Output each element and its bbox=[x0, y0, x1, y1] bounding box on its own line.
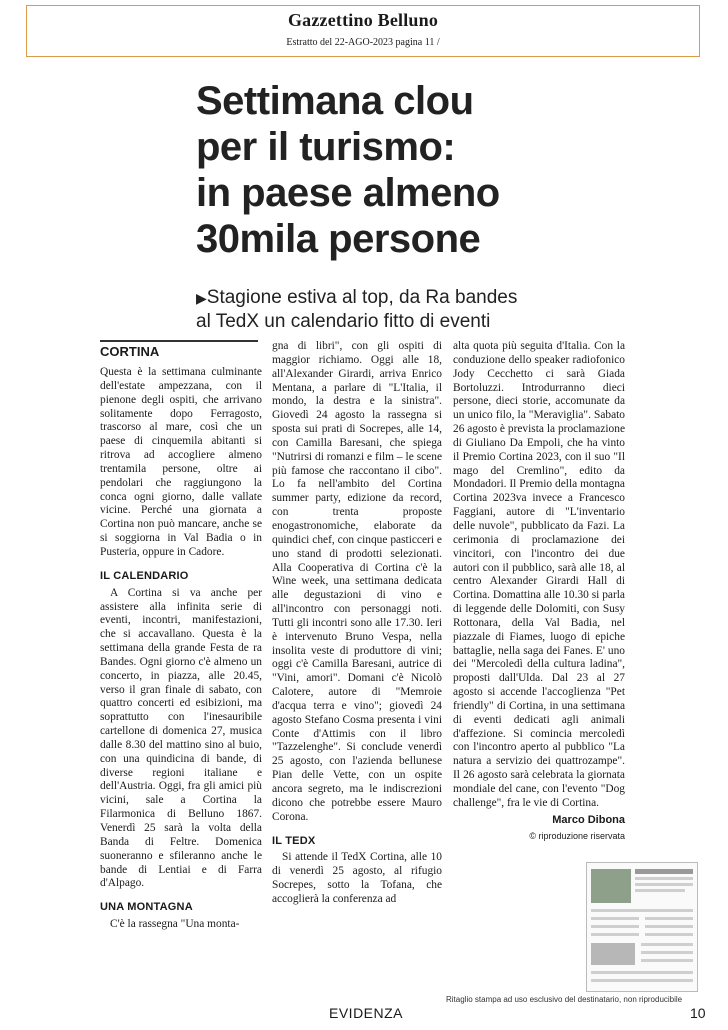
thumbnail-text-line bbox=[645, 925, 693, 928]
thumbnail-text-line bbox=[591, 909, 693, 912]
paragraph: C'è la rassegna "Una monta- bbox=[110, 918, 240, 931]
section-heading: UNA MONTAGNA bbox=[100, 901, 193, 914]
section-heading: IL TEDX bbox=[272, 834, 316, 847]
paragraph: gna di libri", con gli ospiti di maggior richiamo. Oggi alle 18, all'Alexander Girardi, arriva Enrico Mentana, a parlare di "L'Italia, il mondo, la destra e la sinistra". Giovedì 24 agosto la rassegna si sposta sui prati di Socrepes, alle 14, con Camilla Baresani, che spiega "Nutrirsi di romanzi e film – le scene più famose che raccontano il cibo". Lo fa nell'ambito del Cortina summer party, edizione da record, con trenta proposte enogastronomiche, elaborate da quindici chef, con cinque pasticceri e uno stand di prodotti selezionati. Alla Cooperativa di Cortina c'è la Wine week, una settimana dedicata alle degustazioni di vino e all'incontro con personaggi noti. Tutti gli incontri sono alle 17.30. Ieri è intervenuto Bruno Vespa, nella insolita veste di produttore di vini; oggi c'è Camilla Baresani, autrice di "Vini, amori". Domani c'è Nicolò Calotere, autore di "Memroie d'acqua terra e vino"; giovedì 24 agosto Stefano Cosma presenta i vini Conte d'Attimis con il libro "Tazzelenghe". Si conclude venerdì 25 agosto, con l'azienda bellunese Pian delle Vette, con un ospite ancora segreto, ma le indiscrezioni dicono che potrebbe essere Mauro Corona. bbox=[272, 340, 442, 823]
newspaper-name: Gazzettino Belluno bbox=[287, 10, 439, 30]
subheadline-text: Stagione estiva al top, da Ra bandes al TedX un calendario fitto di eventi bbox=[196, 287, 518, 332]
section-heading: IL CALENDARIO bbox=[100, 569, 189, 582]
paragraph: A Cortina si va anche per assistere alla infinita serie di eventi, incontri, manifestazioni, che si accavallano. Questa è la settimana della grande Festa de ra Bandes. Ogni giorno c'è almeno un concerto, in piazza, alle 20.45, verso il gran finale di sabato, con quattro concerti ed esibizioni, ma soprattutto con l'inesauribile cartellone di domenica 27, musica dalle 8.30 del mattino sino al buio, con una quindicina di bande, di diverse regioni italiane e dell'Austria. Oggi, fra gli amici più vicini, sale a Cortina la Filarmonica di Belluno 1867. Venerdì 25 sarà la volta della Banda di Feltre. Domenica suoneranno e sfileranno anche le bande di Lentiai e di Farra d'Alpago. bbox=[100, 586, 262, 890]
section-kicker: CORTINA bbox=[100, 340, 258, 359]
article-column-3 bbox=[453, 340, 625, 843]
extract-info: Estratto del 22-AGO-2023 pagina 11 / bbox=[286, 37, 440, 48]
thumbnail-text-line bbox=[635, 877, 693, 880]
thumbnail-photo bbox=[591, 869, 631, 903]
thumbnail-title-bar bbox=[635, 869, 693, 874]
headline-line: in paese almeno bbox=[196, 171, 500, 215]
thumbnail-text-line bbox=[591, 917, 639, 920]
author-signature: Marco Dibona bbox=[552, 813, 625, 826]
paragraph: Questa è la settimana culminante dell'estate ampezzana, con il pienone degli ospiti, che arrivano solitamente dopo Ferragosto, trascorso al mare, così che un paese di cinquemila abitanti si ritrova ad accogliere almeno trentamila persone, oltre ai pendolari che raggiungono la conca ogni giorno, dalle vallate vicine. Perché una giornata a Cortina non può mancare, anche se si soggiorna in Val Badia o in Pusteria, oppure in Cadore. bbox=[100, 366, 262, 558]
thumbnail-text-line bbox=[641, 951, 693, 954]
article-column-1 bbox=[100, 366, 262, 932]
footer bbox=[0, 993, 728, 1030]
headline-line: per il turismo: bbox=[196, 125, 456, 169]
paragraph: alta quota più seguita d'Italia. Con la conduzione dello speaker radiofonico Jody Cecchetto ci sarà Giada Bortoluzzi. Introdurranno dieci persone, dieci storie, accomunate da un unico filo, la "Meraviglia". Sabato 26 agosto è prevista la proclamazione di Giuliano Da Empoli, che ha vinto il Premio Cortina 2023, con il suo "Il mago del Cremlino", edito da Mondadori. Il Premio della montagna Cortina 2023va invece a Francesco Faggiani, autore di "L'inventario delle nuvole", pubblicato da Fazi. La cerimonia di proclamazione dei vincitori, con l'incontro dei due autori con il pubblico, sarà alle 18, al centro Alexander Girardi Hall di Cortina. Domattina alle 10.30 si parla di leggende delle Dolomiti, con Susy Rottonara, della Val Badia, nel piazzale di Fiames, luogo di epiche battaglie, nella saga dei Fanes. E' uno dei "Mercoledì della cultura ladina", proposti dall'Ulda. Dal 23 al 27 agosto si accende l'accoglienza "Pet friendly" di Cortina, in una settimana di eventi dedicati agli animali d'affezione. Si comincia mercoledì con l'incontro aperto al pubblico "La natura a servizio dei quattrozampe". Il 26 agosto sarà celebrata la giornata mondiale del cane, con l'evento "Dog challenge", fra le vie di Cortina. bbox=[453, 340, 625, 809]
thumbnail-text-line bbox=[635, 883, 693, 886]
page-thumbnail bbox=[586, 862, 698, 992]
triangle-marker-icon: ▶ bbox=[196, 290, 207, 306]
page-number: 10 bbox=[690, 1005, 706, 1021]
thumbnail-photo bbox=[591, 943, 635, 965]
thumbnail-text-line bbox=[591, 933, 639, 936]
paragraph: Si attende il TedX Cortina, alle 10 di venerdì 25 agosto, al rifugio Socrepes, sotto la Tofana, che accoglierà la conferenza ad bbox=[272, 851, 442, 905]
thumbnail-text-line bbox=[641, 943, 693, 946]
subheadline bbox=[196, 286, 536, 333]
thumbnail-text-line bbox=[641, 959, 693, 962]
headline bbox=[196, 78, 526, 262]
thumbnail-text-line bbox=[591, 971, 693, 974]
thumbnail-text-line bbox=[635, 889, 685, 892]
section-tag: EVIDENZA bbox=[329, 1005, 404, 1021]
thumbnail-text-line bbox=[645, 933, 693, 936]
thumbnail-text-line bbox=[645, 917, 693, 920]
headline-line: 30mila persone bbox=[196, 217, 481, 261]
usage-notice: Ritaglio stampa ad uso esclusivo del destinatario, non riproducibile bbox=[446, 995, 683, 1004]
copyright-notice: © riproduzione riservata bbox=[529, 830, 625, 841]
headline-line: Settimana clou bbox=[196, 79, 474, 123]
article-column-2 bbox=[272, 340, 442, 907]
thumbnail-text-line bbox=[591, 925, 639, 928]
masthead bbox=[26, 5, 700, 57]
thumbnail-text-line bbox=[591, 979, 693, 982]
